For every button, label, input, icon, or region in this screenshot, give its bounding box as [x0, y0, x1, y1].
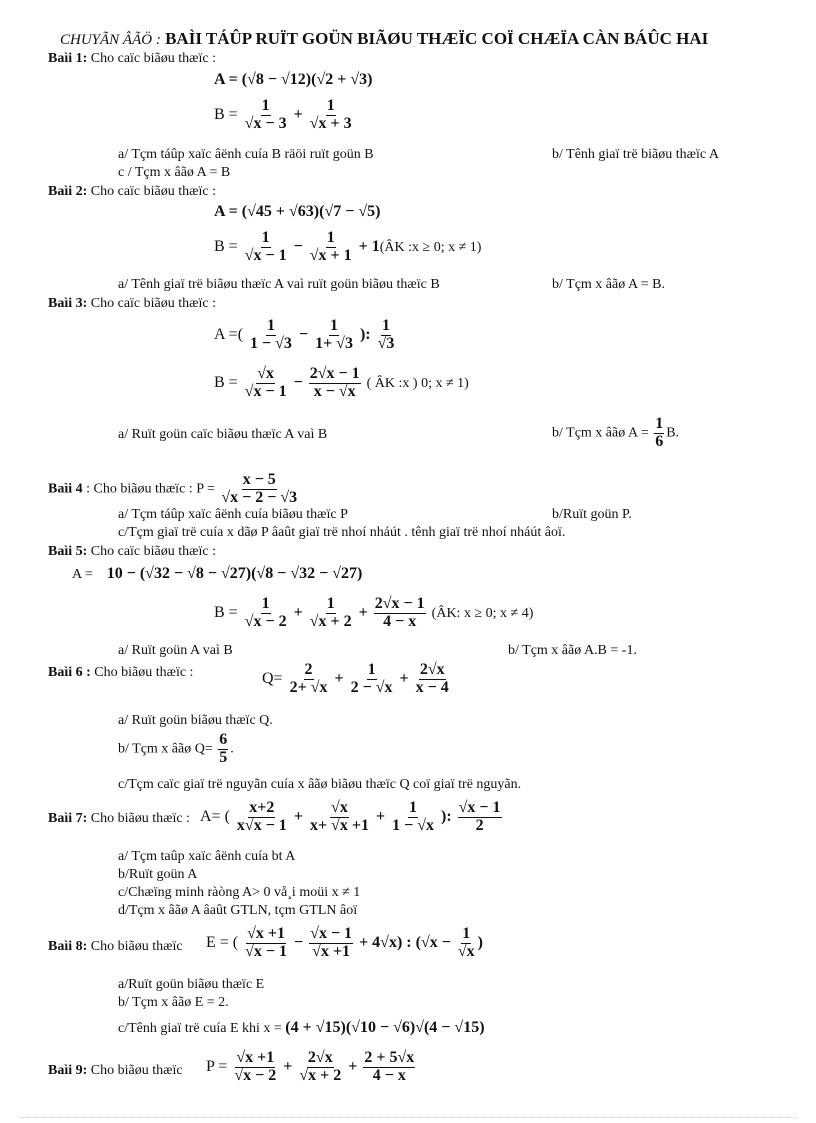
problem-1-question-c: c / Tçm x âãø A = B — [118, 165, 231, 180]
problem-2-eq-a: A = (√45 + √63)(√7 − √5) — [214, 203, 381, 220]
problem-7-heading: Baìi 7: Cho biãøu thæïc : — [48, 811, 190, 826]
problem-8-question-b: b/ Tçm x âãø E = 2. — [118, 995, 229, 1010]
problem-2-heading: Baìi 2: Cho caïc biãøu thæïc : — [48, 184, 216, 199]
problem-5-heading: Baìi 5: Cho caïc biãøu thæïc : — [48, 544, 216, 559]
problem-9-eq: P = $\frac{√x +1}{√x - 2}$ + $\frac{2√x}{√x + 2}$ + $\frac{2 + 5√x}{4 - x}$ — [206, 1049, 415, 1084]
problem-8-question-a: a/Ruït goün biãøu thæïc E — [118, 977, 265, 992]
problem-8-heading: Baìi 8: Cho biãøu thæïc — [48, 939, 183, 954]
problem-8-eq: E = ( $\frac{√x +1}{√x - 1}$ − $\frac{√x - 1}{√x +1}$ + 4√x) : (√x − $\frac{1}{√x}$ ) — [206, 925, 483, 960]
page-title — [60, 30, 708, 48]
problem-9-heading: Baìi 9: Cho biãøu thæïc — [48, 1063, 183, 1078]
problem-7-question-d: d/Tçm x âãø A âaût GTLN, tçm GTLN âoï — [118, 903, 358, 918]
problem-6-question-c: c/Tçm caïc giaï trë nguyãn cuía x âãø biãøu thæïc Q coï giaï trë nguyãn. — [118, 777, 522, 792]
problem-7-question-a: a/ Tçm taûp xaïc âënh cuía bt A — [118, 849, 296, 864]
title-main: BAÌI TÁÛP RUÏT GOÜN BIÃØU THÆÏC COÏ CHÆÏA CÀN BÁÛC HAI — [165, 29, 709, 48]
problem-2-question-a: a/ Tênh giaï trë biãøu thæïc A vaì ruït goün biãøu thæïc B — [118, 277, 440, 292]
problem-3-heading: Baìi 3: Cho caïc biãøu thæïc : — [48, 296, 216, 311]
problem-3-eq-a: A =( $\frac{1}{1 - √3}$ − $\frac{1}{1+ √3}$ ): $\frac{1}{√3}$ — [214, 317, 395, 352]
problem-2-question-b: b/ Tçm x âãø A = B. — [552, 277, 666, 292]
problem-5-question-a: a/ Ruït goün A vaì B — [118, 643, 233, 658]
problem-7-question-c: c/Chæïng minh ràòng A> 0 vå¸i moüi x ≠ 1 — [118, 885, 361, 900]
problem-4-question-c: c/Tçm giaï trë cuía x dãø P âaût giaï trë nhoí nháút . tênh giaï trë nhoí nháút âoï. — [118, 525, 566, 540]
title-prefix: CHUYÃN ÂÃÖ : — [60, 32, 161, 48]
problem-5-eq-b: B = $\frac{1}{√x - 2}$ + $\frac{1}{√x + 2}$ + $\frac{2√x - 1}{4 - x}$ (ÂK: x ≥ 0; x ≠ 4) — [214, 595, 534, 630]
problem-8-question-c: c/Tênh giaï trë cuía E khi x = (4 + √15)(√10 − √6)√(4 − √15) — [118, 1019, 485, 1036]
problem-5-eq-a: A = 10 − (√32 − √8 − √27)(√8 − √32 − √27) — [72, 565, 363, 582]
problem-7-question-b: b/Ruït goün A — [118, 867, 198, 882]
problem-7-eq: A= ( $\frac{x+2}{x√x - 1}$ + $\frac{√x}{x+ √x +1}$ + $\frac{1}{1 - √x}$ ): $\frac{√x - 1}{2}$ — [200, 799, 501, 834]
problem-3-eq-b: B = $\frac{√x}{√x - 1}$ − $\frac{2√x - 1}{x - √x}$ ( ÂK :x ) 0; x ≠ 1) — [214, 365, 469, 400]
page-bottom-divider — [20, 1117, 796, 1118]
problem-4-question-a: a/ Tçm táûp xaïc âënh cuía biãøu thæïc P — [118, 507, 348, 522]
problem-1-question-a: a/ Tçm táûp xaïc âënh cuía B räöi ruït goün B — [118, 147, 374, 162]
problem-6-eq: Q= $\frac{2}{2+ √x}$ + $\frac{1}{2 - √x}$ + $\frac{2√x}{x - 4}$ — [262, 661, 449, 696]
problem-6-question-b: b/ Tçm x âãø Q= $\frac{6}{5}$ . — [118, 731, 234, 766]
problem-1-question-b: b/ Tênh giaï trë biãøu thæïc A — [552, 147, 719, 162]
problem-6-heading: Baìi 6 : Cho biãøu thæïc : — [48, 665, 194, 680]
problem-3-question-a: a/ Ruït goün caïc biãøu thæïc A vaì B — [118, 427, 328, 442]
problem-2-eq-b: B = $\frac{1}{√x - 1}$ − $\frac{1}{√x + 1}$ + 1(ÂK :x ≥ 0; x ≠ 1) — [214, 229, 482, 264]
problem-3-question-b: b/ Tçm x âãø A = $\frac{1}{6}$ B. — [552, 415, 680, 450]
problem-6-question-a: a/ Ruït goün biãøu thæïc Q. — [118, 713, 273, 728]
problem-5-question-b: b/ Tçm x âãø A.B = -1. — [508, 643, 637, 658]
problem-4-heading: Baìi 4 : Cho biãøu thæïc : P = $\frac{x - 5}{√x - 2 - √3}$ — [48, 471, 298, 506]
problem-1-eq-b: B = $\frac{1}{√x - 3}$ + $\frac{1}{√x + 3}$ — [214, 97, 352, 132]
problem-1-heading: Baìi 1: Cho caïc biãøu thæïc : — [48, 51, 216, 66]
problem-4-question-b: b/Ruït goün P. — [552, 507, 632, 522]
problem-1-eq-a: A = (√8 − √12)(√2 + √3) — [214, 71, 373, 88]
